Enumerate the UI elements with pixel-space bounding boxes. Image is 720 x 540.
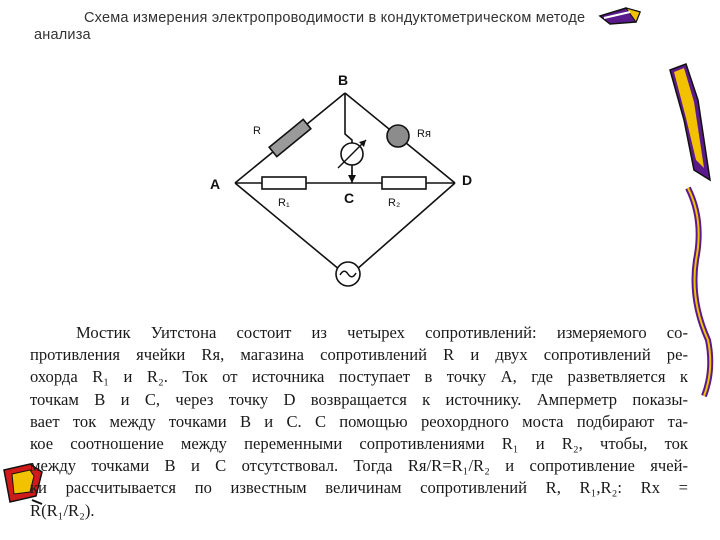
- node-a-label: A: [210, 176, 221, 192]
- slide-title: [34, 10, 664, 44]
- text-line: точкам В и С, через точку D возвращается к источнику. Амперметр показы-: [30, 389, 688, 409]
- text-line: охорда R₁ и R₂. Ток от источника поступает в точку А, где разветвляется к: [30, 367, 688, 387]
- resistor-r-label: R: [253, 125, 261, 137]
- description-text: [30, 322, 688, 522]
- resistor-r2: [382, 177, 426, 189]
- pencil-decoration-icon: [596, 4, 644, 26]
- resistor-r: [269, 119, 311, 156]
- node-d-label: D: [462, 172, 473, 188]
- slider-arrow-icon: [348, 175, 356, 183]
- text-line: между точками В и С отсутствовал. Тогда Rя/R=R₁/R₂ и сопротивление ячей-: [30, 456, 688, 476]
- cell-rx-label: Rя: [417, 128, 431, 140]
- cell-rx: [387, 125, 409, 147]
- text-line: Мостик Уитстона состоит из четырех сопротивлений: измеряемого со-: [76, 323, 688, 342]
- title-line-1: Схема измерения электропроводимости в кондуктометрическом методе: [84, 10, 586, 26]
- text-line: вает ток между точками В и С. С помощью реохордного моста подбирают та-: [30, 411, 688, 431]
- text-line: противления ячейки Rя, магазина сопротивлений R и двух сопротивлений ре-: [30, 345, 688, 365]
- node-c-label: C: [344, 190, 355, 206]
- resistor-r2-label: R₂: [388, 197, 401, 209]
- title-line-2: анализа: [34, 27, 91, 43]
- node-b-label: B: [338, 72, 349, 88]
- resistor-r1-label: R₁: [278, 197, 290, 209]
- text-line: R(R₁/R₂).: [30, 500, 95, 520]
- text-line: ки рассчитывается по известным величинам сопротивлений R, R₁,R₂: Rх =: [30, 478, 688, 498]
- resistor-r1: [262, 177, 306, 189]
- bridge-circuit-diagram: [190, 62, 510, 302]
- ac-source-icon: [336, 262, 360, 286]
- galvanometer-icon: [338, 140, 366, 168]
- text-line: кое соотношение между переменными сопротивлениями R₁ и R₂, чтобы, ток: [30, 433, 688, 453]
- wire-d-source: [356, 183, 455, 270]
